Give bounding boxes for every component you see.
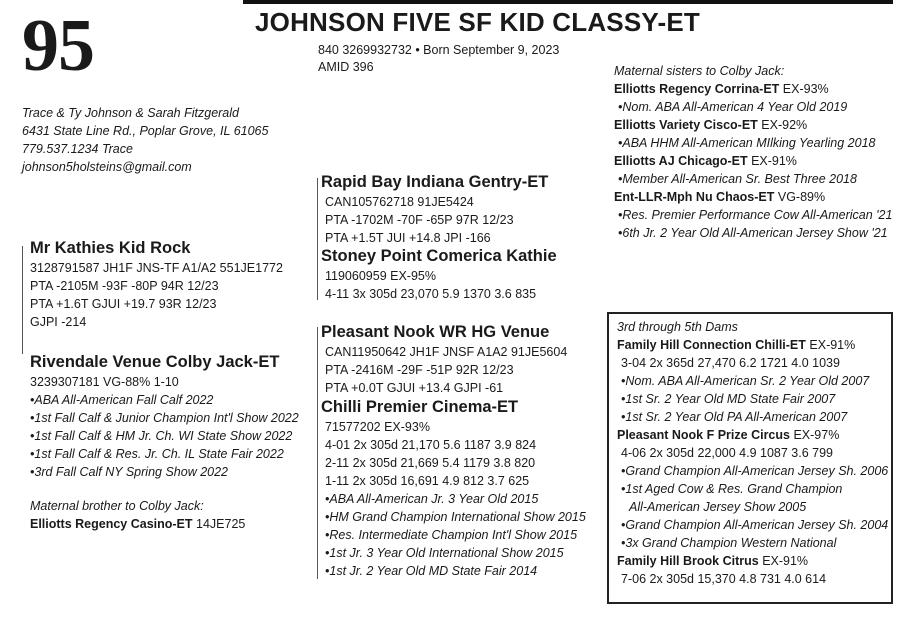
dams-box	[607, 312, 893, 604]
sire-name: Mr Kathies Kid Rock	[30, 239, 191, 257]
dam3-note: •1st Sr. 2 Year Old PA All-American 2007	[621, 410, 848, 424]
sire-dam-name: Stoney Point Comerica Kathie	[321, 247, 557, 265]
dam-dam-record: 2-11 2x 305d 21,669 5.4 1179 3.8 820	[325, 456, 536, 470]
sire-sire-block	[321, 172, 548, 247]
sire-bracket	[22, 246, 23, 354]
dam-dam-note: •Res. Intermediate Champion Int'l Show 2015	[325, 528, 578, 542]
dam-sire-name: Pleasant Nook WR HG Venue	[321, 323, 550, 341]
dam5-name: Family Hill Brook Citrus	[617, 554, 759, 568]
dam5-score: EX-91%	[762, 554, 809, 568]
dam-dam-note: •1st Jr. 3 Year Old International Show 2015	[325, 546, 564, 560]
dam-dam-note: •1st Jr. 2 Year Old MD State Fair 2014	[325, 564, 538, 578]
consignor-address: 6431 State Line Rd., Poplar Grove, IL 61065	[22, 124, 269, 138]
sister-score: EX-93%	[782, 82, 829, 96]
sire-dam-line: 4-11 3x 305d 23,070 5.9 1370 3.6 835	[325, 287, 537, 301]
dam-sire-block	[321, 322, 567, 397]
sire-dam-block	[321, 246, 557, 303]
dam3-score: EX-91%	[809, 338, 856, 352]
sire-block	[30, 238, 283, 331]
dam3-name: Family Hill Connection Chilli-ET	[617, 338, 806, 352]
sister-name: Ent-LLR-Mph Nu Chaos-ET	[614, 190, 775, 204]
dam5-record: 7-06 2x 305d 15,370 4.8 731 4.0 614	[621, 572, 827, 586]
sire-sire-line: PTA +1.5T JUI +14.8 JPI -166	[325, 231, 491, 245]
dam3-note: •1st Sr. 2 Year Old MD State Fair 2007	[621, 392, 836, 406]
registration-info	[318, 42, 559, 76]
dam-block	[30, 352, 299, 481]
dam3-record: 3-04 2x 365d 27,470 6.2 1721 4.0 1039	[621, 356, 840, 370]
maternal-brother-code: 14JE725	[196, 517, 246, 531]
consignor-contact	[22, 104, 268, 176]
top-rule	[243, 0, 893, 4]
sister-name: Elliotts Variety Cisco-ET	[614, 118, 758, 132]
dams-box-content	[617, 318, 888, 588]
dam-sire-line: PTA +0.0T GJUI +13.4 GJPI -61	[325, 381, 504, 395]
sister-note: •ABA HHM All-American MIlking Yearling 2018	[618, 136, 876, 150]
amid-line: AMID 396	[318, 60, 374, 74]
dam4-note: •Grand Champion All-American Jersey Sh. 2006	[621, 464, 889, 478]
dam4-score: EX-97%	[793, 428, 840, 442]
dam-note: •1st Fall Calf & Junior Champion Int'l Show 2022	[30, 411, 299, 425]
sister-note: •Nom. ABA All-American 4 Year Old 2019	[618, 100, 848, 114]
maternal-brother-heading: Maternal brother to Colby Jack:	[30, 499, 204, 513]
sire-dam-line: 119060959 EX-95%	[325, 269, 436, 283]
sire-sire-line: PTA -1702M -70F -65P 97R 12/23	[325, 213, 514, 227]
consignor-phone: 779.537.1234 Trace	[22, 142, 133, 156]
dam4-record: 4-06 2x 305d 22,000 4.9 1087 3.6 799	[621, 446, 833, 460]
dam-dam-record: 4-01 2x 305d 21,170 5.6 1187 3.9 824	[325, 438, 537, 452]
sister-name: Elliotts Regency Corrina-ET	[614, 82, 780, 96]
dam4-note: •3x Grand Champion Western National	[621, 536, 837, 550]
consignor-name: Trace & Ty Johnson & Sarah Fitzgerald	[22, 106, 239, 120]
sire-line: PTA +1.6T GJUI +19.7 93R 12/23	[30, 297, 217, 311]
dam4-note: •Grand Champion All-American Jersey Sh. 2004	[621, 518, 889, 532]
dam-dam-note: •HM Grand Champion International Show 2015	[325, 510, 586, 524]
dam-dam-block	[321, 397, 586, 580]
sire-line: 3128791587 JH1F JNS-TF A1/A2 551JE1772	[30, 261, 283, 275]
dam-dam-note: •ABA All-American Jr. 3 Year Old 2015	[325, 492, 539, 506]
dam-dam-name: Chilli Premier Cinema-ET	[321, 398, 519, 416]
dam-dam-line: 71577202 EX-93%	[325, 420, 430, 434]
dam-line: 3239307181 VG-88% 1-10	[30, 375, 179, 389]
lot-number: 95	[22, 5, 94, 87]
sister-score: EX-92%	[761, 118, 808, 132]
maternal-sisters-heading: Maternal sisters to Colby Jack:	[614, 64, 785, 78]
dam4-name: Pleasant Nook F Prize Circus	[617, 428, 790, 442]
dam-note: •1st Fall Calf & Res. Jr. Ch. IL State Fair 2022	[30, 447, 284, 461]
sister-note: •Res. Premier Performance Cow All-American '21	[618, 208, 893, 222]
sister-score: EX-91%	[751, 154, 797, 168]
dam3-note: •Nom. ABA All-American Sr. 2 Year Old 2007	[621, 374, 870, 388]
animal-name: JOHNSON FIVE SF KID CLASSY-ET	[255, 7, 700, 37]
maternal-sisters	[614, 62, 892, 242]
dam-sire-line: CAN11950642 JH1F JNSF A1A2 91JE5604	[325, 345, 568, 359]
dam-dam-record: 1-11 2x 305d 16,691 4.9 812 3.7 625	[325, 474, 530, 488]
dam4-note: All-American Jersey Show 2005	[629, 500, 807, 514]
sire-sire-name: Rapid Bay Indiana Gentry-ET	[321, 173, 549, 191]
dam-name: Rivendale Venue Colby Jack-ET	[30, 353, 280, 371]
sire-sire-line: CAN105762718 91JE5424	[325, 195, 474, 209]
consignor-email[interactable]: johnson5holsteins@gmail.com	[22, 160, 192, 174]
sire-line: PTA -2105M -93F -80P 94R 12/23	[30, 279, 219, 293]
dam-sire-line: PTA -2416M -29F -51P 92R 12/23	[325, 363, 514, 377]
sister-name: Elliotts AJ Chicago-ET	[614, 154, 748, 168]
sire-sire-bracket	[317, 178, 318, 300]
dams-box-heading: 3rd through 5th Dams	[617, 320, 738, 334]
sister-score: VG-89%	[777, 190, 826, 204]
sister-note: •Member All-American Sr. Best Three 2018	[618, 172, 857, 186]
registration-line: 840 3269932732 • Born September 9, 2023	[318, 43, 560, 57]
dam-note: •ABA All-American Fall Calf 2022	[30, 393, 214, 407]
dam-sire-bracket	[317, 327, 318, 579]
maternal-brother	[30, 497, 245, 533]
maternal-brother-name: Elliotts Regency Casino-ET	[30, 517, 193, 531]
dam-note: •1st Fall Calf & HM Jr. Ch. WI State Show 2022	[30, 429, 293, 443]
sister-note: •6th Jr. 2 Year Old All-American Jersey Show '21	[618, 226, 888, 240]
dam-note: •3rd Fall Calf NY Spring Show 2022	[30, 465, 228, 479]
sire-line: GJPI -214	[30, 315, 87, 329]
dam4-note: •1st Aged Cow & Res. Grand Champion	[621, 482, 843, 496]
